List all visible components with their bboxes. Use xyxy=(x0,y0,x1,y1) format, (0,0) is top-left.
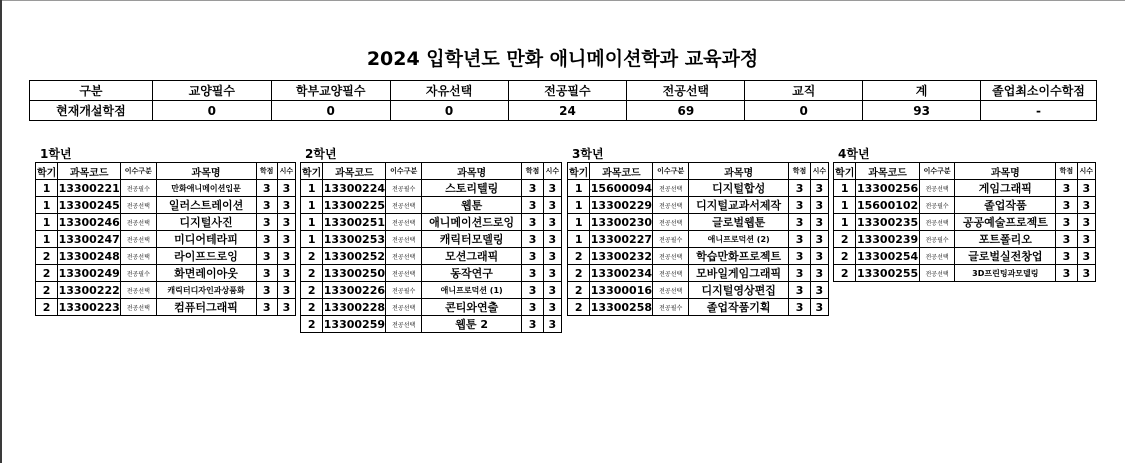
course-type-cell: 전공선택 xyxy=(386,299,422,316)
course-code-cell: 13300258 xyxy=(590,300,652,314)
course-row xyxy=(301,197,562,214)
semester-cell: 1 xyxy=(834,180,856,197)
course-name-cell: 졸업작품기획 xyxy=(688,299,788,316)
credit-cell: 3 xyxy=(789,282,810,299)
course-code-cell: 13300252 xyxy=(323,249,385,263)
course-name-cell: 게임그래픽 xyxy=(955,180,1056,197)
course-row xyxy=(301,265,562,282)
course-row xyxy=(834,180,1096,197)
header-course-name-cell: 과목명 xyxy=(955,163,1056,180)
semester-cell: 2 xyxy=(301,316,323,333)
hours-cell: 3 xyxy=(810,197,828,214)
semester-cell: 1 xyxy=(301,214,323,231)
course-header-row xyxy=(301,163,562,180)
course-code-cell: 13300247 xyxy=(58,232,120,246)
header-course-type-cell: 이수구분 xyxy=(919,163,955,180)
course-type-cell: 전공필수 xyxy=(653,299,689,316)
semester-cell: 2 xyxy=(834,248,856,265)
course-header-row xyxy=(834,163,1096,180)
course-code-cell: 13300246 xyxy=(58,215,120,229)
summary-value-cell: 24 xyxy=(508,101,627,121)
course-type-cell: 전공선택 xyxy=(386,248,422,265)
credit-cell: 3 xyxy=(1056,248,1077,265)
credit-cell: 3 xyxy=(1056,197,1077,214)
course-type-cell: 전공선택 xyxy=(653,265,689,282)
header-credit-cell: 학점 xyxy=(522,163,543,180)
window-top-border xyxy=(0,0,1125,1)
course-row xyxy=(568,231,829,248)
hours-cell: 3 xyxy=(543,248,561,265)
credit-cell: 3 xyxy=(789,248,810,265)
course-row xyxy=(834,197,1096,214)
semester-cell: 2 xyxy=(36,282,58,299)
course-name-cell: 캐릭터디자인과상품화 xyxy=(156,282,256,299)
credit-cell: 3 xyxy=(256,282,277,299)
header-semester-cell: 학기 xyxy=(568,163,590,180)
course-name-cell: 웹툰 xyxy=(421,197,521,214)
course-type-cell: 전공선택 xyxy=(653,197,689,214)
course-type-cell: 전공선택 xyxy=(653,248,689,265)
header-credit-cell: 학점 xyxy=(256,163,277,180)
hours-cell: 3 xyxy=(543,180,561,197)
course-header-row xyxy=(36,163,296,180)
course-row xyxy=(834,231,1096,248)
course-name-cell: 컴퓨터그래픽 xyxy=(156,299,256,316)
semester-cell: 1 xyxy=(834,197,856,214)
course-name-cell: 애니프로덕션 (2) xyxy=(688,231,788,248)
semester-cell: 1 xyxy=(301,231,323,248)
credit-cell: 3 xyxy=(522,299,543,316)
course-code-cell: 13300226 xyxy=(323,283,385,297)
course-type-cell: 전공선택 xyxy=(121,248,156,265)
course-name-cell: 디지털사진 xyxy=(156,214,256,231)
summary-value-cell: 현재개설학점 xyxy=(30,101,153,121)
hours-cell: 3 xyxy=(543,197,561,214)
course-name-cell: 웹툰 2 xyxy=(421,316,521,333)
credit-cell: 3 xyxy=(522,197,543,214)
course-name-cell: 모바일게임그래픽 xyxy=(688,265,788,282)
summary-header-cell: 자유선택 xyxy=(390,81,508,101)
hours-cell: 3 xyxy=(810,282,828,299)
header-credit-cell: 학점 xyxy=(789,163,810,180)
course-type-cell: 전공선택 xyxy=(919,248,955,265)
course-name-cell: 화면레이아웃 xyxy=(156,265,256,282)
course-name-cell: 캐릭터모델링 xyxy=(421,231,521,248)
course-row xyxy=(568,197,829,214)
course-type-cell: 전공선택 xyxy=(653,282,689,299)
course-row xyxy=(301,248,562,265)
hours-cell: 3 xyxy=(277,231,295,248)
course-name-cell: 스토리텔링 xyxy=(421,180,521,197)
year-2-label: 2학년 xyxy=(305,147,337,161)
course-name-cell: 동작연구 xyxy=(421,265,521,282)
hours-cell: 3 xyxy=(543,282,561,299)
hours-cell: 3 xyxy=(810,299,828,316)
header-semester-cell: 학기 xyxy=(301,163,323,180)
course-name-cell: 공공예술프로젝트 xyxy=(955,214,1056,231)
course-row xyxy=(36,197,296,214)
summary-value-cell: 93 xyxy=(863,101,981,121)
course-row xyxy=(301,282,562,299)
summary-value-cell: - xyxy=(981,101,1097,121)
credit-cell: 3 xyxy=(789,231,810,248)
course-header-row xyxy=(568,163,829,180)
course-name-cell: 글로벌실전창업 xyxy=(955,248,1056,265)
course-type-cell: 전공선택 xyxy=(121,231,156,248)
summary-value-cell: 69 xyxy=(627,101,745,121)
course-name-cell: 콘티와연출 xyxy=(421,299,521,316)
course-row xyxy=(301,316,562,333)
course-row xyxy=(834,265,1096,282)
course-name-cell: 디지털영상편집 xyxy=(688,282,788,299)
course-row xyxy=(36,214,296,231)
hours-cell: 3 xyxy=(277,180,295,197)
course-code-cell: 13300245 xyxy=(58,198,120,212)
header-course-name-cell: 과목명 xyxy=(156,163,256,180)
year-3-table xyxy=(567,162,829,316)
course-code-cell: 13300259 xyxy=(323,317,385,331)
hours-cell: 3 xyxy=(277,197,295,214)
hours-cell: 3 xyxy=(1077,248,1095,265)
header-hours-cell: 시수 xyxy=(1077,163,1095,180)
course-code-cell: 13300227 xyxy=(590,232,652,246)
summary-header-cell: 교직 xyxy=(745,81,863,101)
course-type-cell: 전공필수 xyxy=(653,231,689,248)
course-type-cell: 전공선택 xyxy=(121,282,156,299)
course-type-cell: 전공필수 xyxy=(121,265,156,282)
hours-cell: 3 xyxy=(810,180,828,197)
hours-cell: 3 xyxy=(1077,231,1095,248)
credit-summary-table xyxy=(29,80,1097,121)
hours-cell: 3 xyxy=(277,299,295,316)
summary-header-cell: 전공선택 xyxy=(627,81,745,101)
semester-cell: 2 xyxy=(301,282,323,299)
course-code-cell: 13300256 xyxy=(856,181,919,195)
course-code-cell: 13300222 xyxy=(58,283,120,297)
course-name-cell: 글로벌웹툰 xyxy=(688,214,788,231)
hours-cell: 3 xyxy=(1077,214,1095,231)
credit-cell: 3 xyxy=(789,214,810,231)
header-course-code-cell: 과목코드 xyxy=(856,163,919,180)
hours-cell: 3 xyxy=(1077,197,1095,214)
course-code-cell: 13300248 xyxy=(58,249,120,263)
course-code-cell: 13300228 xyxy=(323,300,385,314)
course-type-cell: 전공선택 xyxy=(386,316,422,333)
header-course-code-cell: 과목코드 xyxy=(58,163,121,180)
course-row xyxy=(36,282,296,299)
header-semester-cell: 학기 xyxy=(36,163,58,180)
year-4-label: 4학년 xyxy=(838,147,870,161)
course-name-cell: 포트폴리오 xyxy=(955,231,1056,248)
semester-cell: 1 xyxy=(36,197,58,214)
credit-cell: 3 xyxy=(522,180,543,197)
header-hours-cell: 시수 xyxy=(543,163,561,180)
course-name-cell: 학습만화프로젝트 xyxy=(688,248,788,265)
header-semester-cell: 학기 xyxy=(834,163,856,180)
header-course-type-cell: 이수구분 xyxy=(653,163,689,180)
credit-cell: 3 xyxy=(789,299,810,316)
hours-cell: 3 xyxy=(543,214,561,231)
course-type-cell: 전공선택 xyxy=(121,197,156,214)
hours-cell: 3 xyxy=(810,214,828,231)
course-code-cell: 15600102 xyxy=(856,198,919,212)
course-code-cell: 13300255 xyxy=(856,266,919,280)
course-type-cell: 전공선택 xyxy=(386,231,422,248)
header-course-code-cell: 과목코드 xyxy=(323,163,386,180)
course-row xyxy=(568,214,829,231)
course-code-cell: 13300224 xyxy=(323,181,385,195)
course-row xyxy=(301,214,562,231)
summary-header-cell: 학부교양필수 xyxy=(271,81,390,101)
summary-value-cell: 0 xyxy=(390,101,508,121)
course-name-cell: 디지털교과서제작 xyxy=(688,197,788,214)
summary-header-cell: 계 xyxy=(863,81,981,101)
course-name-cell: 일러스트레이션 xyxy=(156,197,256,214)
semester-cell: 1 xyxy=(301,180,323,197)
course-name-cell: 애니프로덕션 (1) xyxy=(421,282,521,299)
course-row xyxy=(36,299,296,316)
header-course-name-cell: 과목명 xyxy=(688,163,788,180)
course-row xyxy=(301,231,562,248)
course-code-cell: 13300253 xyxy=(323,232,385,246)
hours-cell: 3 xyxy=(277,282,295,299)
semester-cell: 2 xyxy=(36,299,58,316)
semester-cell: 2 xyxy=(834,265,856,282)
year-1-label: 1학년 xyxy=(40,147,72,161)
semester-cell: 1 xyxy=(568,197,590,214)
course-type-cell: 전공선택 xyxy=(653,180,689,197)
course-code-cell: 13300230 xyxy=(590,215,652,229)
semester-cell: 2 xyxy=(568,265,590,282)
course-row xyxy=(36,265,296,282)
year-4-table xyxy=(833,162,1096,282)
header-course-type-cell: 이수구분 xyxy=(386,163,422,180)
course-code-cell: 13300234 xyxy=(590,266,652,280)
course-row xyxy=(301,180,562,197)
course-type-cell: 전공필수 xyxy=(386,282,422,299)
summary-header-cell: 졸업최소이수학점 xyxy=(981,81,1097,101)
course-row xyxy=(568,282,829,299)
credit-cell: 3 xyxy=(522,214,543,231)
course-code-cell: 13300229 xyxy=(590,198,652,212)
credit-cell: 3 xyxy=(256,265,277,282)
summary-value-row xyxy=(30,101,1097,121)
hours-cell: 3 xyxy=(810,248,828,265)
credit-cell: 3 xyxy=(256,197,277,214)
semester-cell: 2 xyxy=(568,282,590,299)
summary-value-cell: 0 xyxy=(745,101,863,121)
semester-cell: 1 xyxy=(834,214,856,231)
course-row xyxy=(36,248,296,265)
summary-header-cell: 교양필수 xyxy=(152,81,271,101)
course-row xyxy=(568,299,829,316)
header-hours-cell: 시수 xyxy=(277,163,295,180)
summary-header-row xyxy=(30,81,1097,101)
course-name-cell: 만화애니메이션입문 xyxy=(156,180,256,197)
summary-header-cell: 구분 xyxy=(30,81,153,101)
credit-cell: 3 xyxy=(789,265,810,282)
hours-cell: 3 xyxy=(1077,265,1095,282)
course-type-cell: 전공선택 xyxy=(919,214,955,231)
credit-cell: 3 xyxy=(522,282,543,299)
semester-cell: 2 xyxy=(301,265,323,282)
course-row xyxy=(568,248,829,265)
course-code-cell: 13300235 xyxy=(856,215,919,229)
credit-cell: 3 xyxy=(1056,180,1077,197)
course-row xyxy=(301,299,562,316)
credit-cell: 3 xyxy=(522,316,543,333)
year-2-table xyxy=(300,162,562,333)
course-type-cell: 전공선택 xyxy=(386,265,422,282)
summary-value-cell: 0 xyxy=(152,101,271,121)
course-code-cell: 13300239 xyxy=(856,232,919,246)
credit-cell: 3 xyxy=(1056,231,1077,248)
credit-cell: 3 xyxy=(256,214,277,231)
course-row xyxy=(36,180,296,197)
semester-cell: 1 xyxy=(36,231,58,248)
header-course-type-cell: 이수구분 xyxy=(121,163,156,180)
course-code-cell: 13300251 xyxy=(323,215,385,229)
semester-cell: 1 xyxy=(568,180,590,197)
semester-cell: 1 xyxy=(301,197,323,214)
course-code-cell: 13300254 xyxy=(856,249,919,263)
semester-cell: 2 xyxy=(36,248,58,265)
course-type-cell: 전공필수 xyxy=(386,180,422,197)
semester-cell: 1 xyxy=(36,180,58,197)
course-type-cell: 전공선택 xyxy=(386,197,422,214)
summary-header-cell: 전공필수 xyxy=(508,81,627,101)
credit-cell: 3 xyxy=(256,180,277,197)
semester-cell: 1 xyxy=(36,214,58,231)
course-row xyxy=(568,265,829,282)
hours-cell: 3 xyxy=(543,231,561,248)
course-type-cell: 전공필수 xyxy=(919,197,955,214)
credit-cell: 3 xyxy=(1056,265,1077,282)
hours-cell: 3 xyxy=(1077,180,1095,197)
semester-cell: 2 xyxy=(301,248,323,265)
hours-cell: 3 xyxy=(543,299,561,316)
course-row xyxy=(568,180,829,197)
hours-cell: 3 xyxy=(810,231,828,248)
course-type-cell: 전공필수 xyxy=(121,180,156,197)
header-credit-cell: 학점 xyxy=(1056,163,1077,180)
semester-cell: 2 xyxy=(36,265,58,282)
course-type-cell: 전공선택 xyxy=(386,214,422,231)
hours-cell: 3 xyxy=(810,265,828,282)
course-name-cell: 애니메이션드로잉 xyxy=(421,214,521,231)
course-type-cell: 전공선택 xyxy=(121,214,156,231)
credit-cell: 3 xyxy=(1056,214,1077,231)
course-name-cell: 졸업작품 xyxy=(955,197,1056,214)
course-name-cell: 3D프린팅과모델링 xyxy=(955,265,1056,282)
course-type-cell: 전공선택 xyxy=(919,180,955,197)
credit-cell: 3 xyxy=(522,265,543,282)
semester-cell: 2 xyxy=(301,299,323,316)
course-name-cell: 모션그래픽 xyxy=(421,248,521,265)
credit-cell: 3 xyxy=(256,248,277,265)
credit-cell: 3 xyxy=(522,248,543,265)
course-code-cell: 15600094 xyxy=(590,181,652,195)
course-row xyxy=(834,214,1096,231)
semester-cell: 2 xyxy=(834,231,856,248)
hours-cell: 3 xyxy=(277,248,295,265)
course-code-cell: 13300232 xyxy=(590,249,652,263)
course-code-cell: 13300250 xyxy=(323,266,385,280)
header-course-code-cell: 과목코드 xyxy=(590,163,653,180)
course-type-cell: 전공필수 xyxy=(919,231,955,248)
hours-cell: 3 xyxy=(277,214,295,231)
course-name-cell: 라이프드로잉 xyxy=(156,248,256,265)
course-code-cell: 13300016 xyxy=(590,283,652,297)
credit-cell: 3 xyxy=(256,231,277,248)
credit-cell: 3 xyxy=(789,197,810,214)
credit-cell: 3 xyxy=(522,231,543,248)
course-name-cell: 디지털합성 xyxy=(688,180,788,197)
year-1-table xyxy=(35,162,296,316)
year-3-label: 3학년 xyxy=(572,147,604,161)
course-row xyxy=(36,231,296,248)
semester-cell: 2 xyxy=(568,299,590,316)
course-code-cell: 13300221 xyxy=(58,181,120,195)
credit-cell: 3 xyxy=(789,180,810,197)
header-hours-cell: 시수 xyxy=(810,163,828,180)
semester-cell: 1 xyxy=(568,231,590,248)
course-code-cell: 13300223 xyxy=(58,300,120,314)
credit-cell: 3 xyxy=(256,299,277,316)
course-code-cell: 13300249 xyxy=(58,266,120,280)
hours-cell: 3 xyxy=(543,316,561,333)
semester-cell: 2 xyxy=(568,248,590,265)
summary-value-cell: 0 xyxy=(271,101,390,121)
hours-cell: 3 xyxy=(543,265,561,282)
header-course-name-cell: 과목명 xyxy=(421,163,521,180)
page-title: 2024 입학년도 만화 애니메이션학과 교육과정 xyxy=(366,48,759,70)
course-name-cell: 미디어테라피 xyxy=(156,231,256,248)
semester-cell: 1 xyxy=(568,214,590,231)
course-code-cell: 13300225 xyxy=(323,198,385,212)
course-type-cell: 전공선택 xyxy=(919,265,955,282)
course-row xyxy=(834,248,1096,265)
course-type-cell: 전공선택 xyxy=(653,214,689,231)
course-type-cell: 전공선택 xyxy=(121,299,156,316)
hours-cell: 3 xyxy=(277,265,295,282)
